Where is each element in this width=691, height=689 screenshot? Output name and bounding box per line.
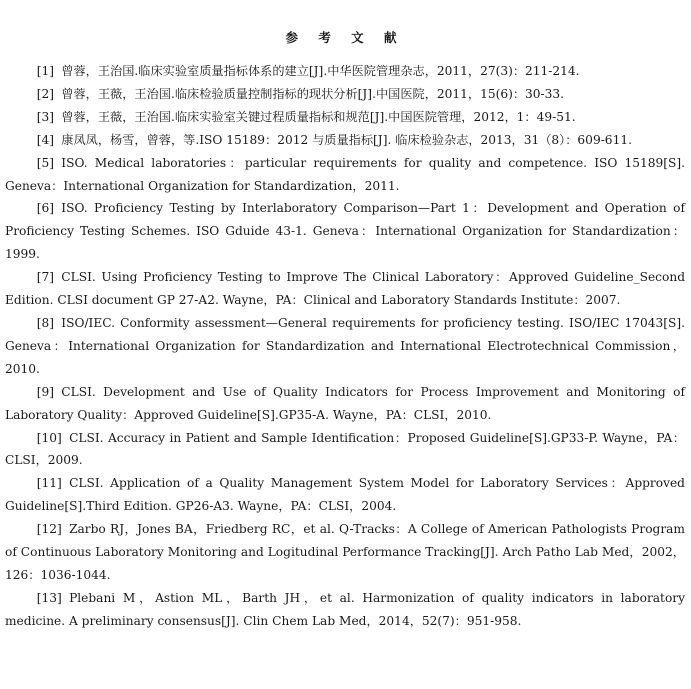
reference-item (5, 152, 685, 198)
reference-number: [8] (36, 315, 54, 330)
reference-text: Zarbo RJ，Jones BA，Friedberg RC，et al. Q-Tracks：A College of American Pathologists Program of Continuous Laboratory Monitoring and Logitudinal Performance Tracking[J]. Arch Patho Lab Med，2002，126：1036-1044. (5, 522, 685, 582)
reference-number: [3] (36, 109, 54, 124)
reference-number: [9] (36, 384, 54, 399)
reference-text: 曾蓉，王薇，王治国.临床检验质量控制指标的现状分析[J].中国医院，2011，15(6)：30-33. (61, 86, 565, 101)
reference-item (5, 381, 685, 427)
reference-item (5, 60, 685, 83)
reference-number: [13] (36, 590, 62, 605)
reference-number: [12] (36, 522, 62, 537)
reference-item (5, 427, 685, 473)
reference-item (5, 266, 685, 312)
reference-text: CLSI. Application of a Quality Management System Model for Laboratory Services：Approved Guideline[S].Third Edition. GP26-A3. Wayne，PA：CLSI，2004. (5, 476, 685, 514)
reference-item (5, 518, 685, 587)
reference-number: [10] (36, 430, 62, 445)
reference-text: Plebani M，Astion ML，Barth JH，et al. Harmonization of quality indicators in laboratory medicine. A preliminary consensus[J]. Clin Chem Lab Med，2014，52(7)：951-958. (5, 590, 685, 628)
references-heading: 参 考 文 献 (285, 30, 405, 45)
reference-number: [5] (36, 155, 54, 170)
reference-item (5, 587, 685, 633)
reference-item (5, 129, 685, 152)
reference-number: [6] (36, 201, 54, 216)
reference-item (5, 106, 685, 129)
reference-number: [2] (36, 86, 54, 101)
reference-text: ISO/IEC. Conformity assessment—General requirements for proficiency testing. ISO/IEC 17043[S]. Geneva：International Organization for Standardization and International Electrotechnical Commission，2010. (5, 315, 685, 376)
reference-text: ISO. Proficiency Testing by Interlaboratory Comparison—Part 1：Development and Operation of Proficiency Testing Schemes. ISO Gduide 43-1. Geneva：International Organization for Standardization：1999. (5, 201, 685, 262)
reference-text: CLSI. Using Proficiency Testing to Improve The Clinical Laboratory：Approved Guideline_Second Edition. CLSI document GP 27-A2. Wayne，PA：Clinical and Laboratory Standards Institute：2007. (5, 270, 685, 308)
reference-number: [4] (36, 132, 54, 147)
reference-text: 康凤凤，杨雪，曾蓉，等.ISO 15189：2012 与质量指标[J]. 临床检验杂志，2013，31（8）：609-611. (61, 132, 632, 147)
reference-number: [7] (36, 270, 54, 285)
reference-number: [11] (36, 476, 62, 491)
reference-text: 曾蓉，王治国.临床实验室质量指标体系的建立[J].中华医院管理杂志，2011，27(3)：211-214. (61, 64, 580, 78)
reference-item (5, 312, 685, 381)
reference-item (5, 197, 685, 266)
reference-item (5, 472, 685, 518)
reference-text: 曾蓉，王薇，王治国.临床实验室关键过程质量指标和规范[J].中国医院管理，2012，1：49-51. (61, 109, 576, 124)
reference-number: [1] (36, 64, 54, 78)
reference-text: ISO. Medical laboratories：particular requirements for quality and competence. ISO 15189[S]. Geneva：International Organization for Standardization，2011. (5, 155, 685, 193)
reference-text: CLSI. Development and Use of Quality Indicators for Process Improvement and Monitoring of Laboratory Quality：Approved Guideline[S].GP35-A. Wayne，PA：CLSI，2010. (5, 384, 685, 422)
reference-list (5, 60, 685, 633)
reference-item (5, 83, 685, 106)
reference-text: CLSI. Accuracy in Patient and Sample Identification：Proposed Guideline[S].GP33-P. Wayne，PA：CLSI，2009. (5, 430, 685, 468)
